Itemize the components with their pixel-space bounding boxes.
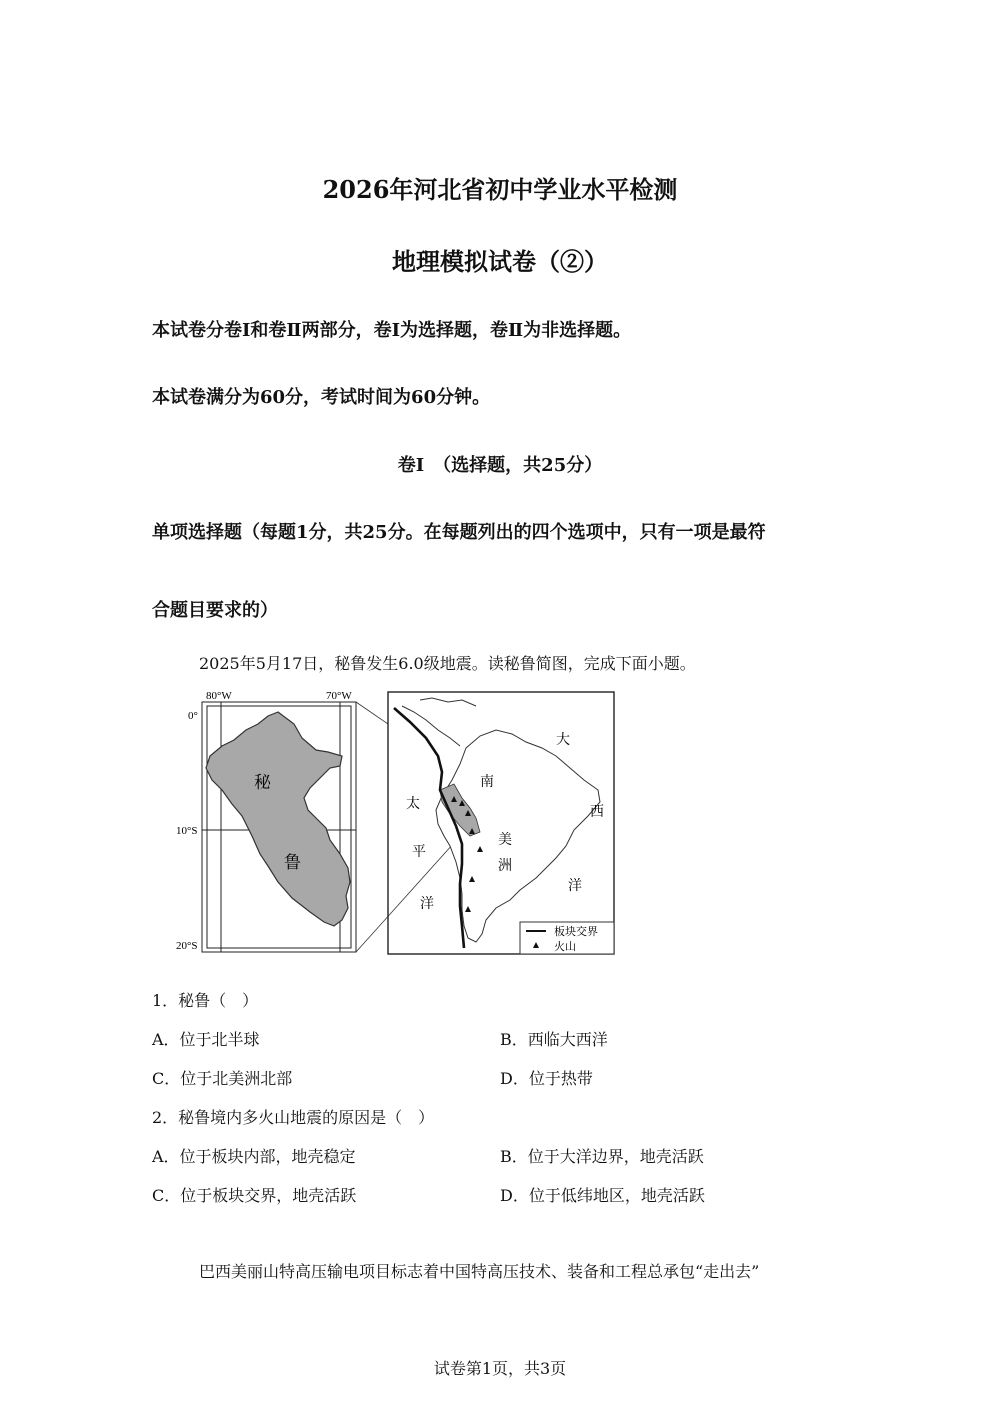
- exam-title: 2026年河北省初中学业水平检测: [322, 175, 678, 204]
- question-2-option-a: A．位于板块内部，地壳稳定: [152, 1147, 356, 1166]
- ocean-pacific-2: 平: [412, 844, 426, 860]
- peru-shape: [206, 712, 350, 926]
- question-1-stem: 1．秘鲁（ ）: [152, 991, 259, 1010]
- question-2-option-d: D．位于低纬地区，地壳活跃: [500, 1186, 705, 1205]
- lat-label-20s: 20°S: [176, 940, 198, 952]
- passage-2-intro: 巴西美丽山特高压输电项目标志着中国特高压技术、装备和工程总承包“走出去”: [199, 1262, 760, 1281]
- question-2-option-b: B．位于大洋边界，地壳活跃: [500, 1147, 704, 1166]
- lat-label-0: 0°: [188, 710, 198, 722]
- question-1-option-a: A．位于北半球: [152, 1030, 260, 1049]
- ocean-atlantic-3: 洋: [568, 878, 582, 894]
- legend-volcano-label: 火山: [554, 940, 576, 953]
- question-2-stem: 2．秘鲁境内多火山地震的原因是（ ）: [152, 1108, 435, 1127]
- lon-label-70w: 70°W: [326, 690, 352, 702]
- question-2-option-c: C．位于板块交界，地壳活跃: [152, 1186, 357, 1205]
- directions-line-2: 合题目要求的）: [152, 600, 278, 621]
- directions-line-1: 单项选择题（每题1分，共25分。在每题列出的四个选项中，只有一项是最符: [152, 522, 766, 543]
- continent-label-1: 南: [480, 774, 494, 790]
- instruction-line-1: 本试卷分卷Ⅰ和卷Ⅱ两部分，卷Ⅰ为选择题，卷Ⅱ为非选择题。: [152, 320, 632, 341]
- ocean-pacific-1: 太: [406, 796, 420, 812]
- continent-label-2: 美: [498, 832, 512, 848]
- instruction-line-2: 本试卷满分为60分，考试时间为60分钟。: [152, 387, 491, 408]
- lat-label-10s: 10°S: [176, 825, 198, 837]
- peru-map-figure: [170, 686, 620, 958]
- question-1-option-d: D．位于热带: [500, 1069, 593, 1088]
- ocean-atlantic-1: 大: [556, 732, 570, 748]
- exam-subtitle: 地理模拟试卷（②）: [392, 247, 608, 276]
- ocean-pacific-3: 洋: [420, 896, 434, 912]
- continent-label-3: 洲: [498, 858, 512, 874]
- lon-label-80w: 80°W: [206, 690, 232, 702]
- passage-intro: 2025年5月17日，秘鲁发生6.0级地震。读秘鲁简图，完成下面小题。: [199, 654, 696, 673]
- country-label-2: 鲁: [284, 853, 301, 873]
- legend-boundary-label: 板块交界: [554, 925, 598, 938]
- country-label-1: 秘: [254, 773, 271, 793]
- ocean-atlantic-2: 西: [590, 804, 604, 820]
- section-heading: 卷Ⅰ （选择题，共25分）: [397, 455, 603, 476]
- page-footer: 试卷第1页，共3页: [433, 1359, 567, 1378]
- question-1-option-c: C．位于北美洲北部: [152, 1069, 293, 1088]
- question-1-option-b: B．西临大西洋: [500, 1030, 608, 1049]
